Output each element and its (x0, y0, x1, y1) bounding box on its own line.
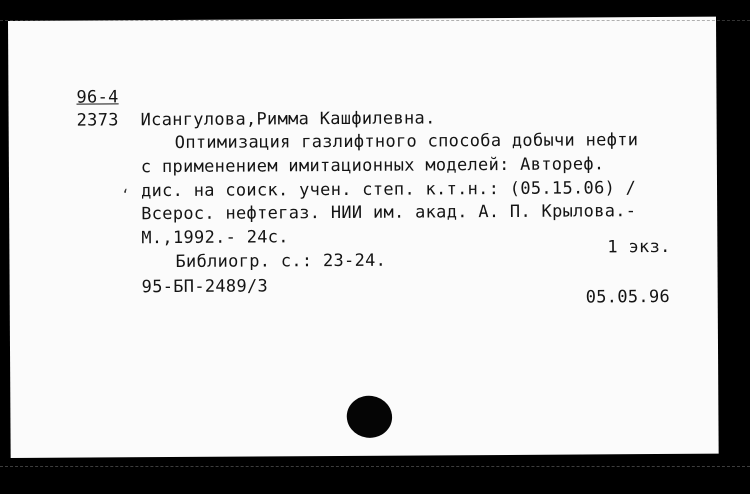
author-heading: Исангулова,Римма Кашфилевна. (140, 108, 436, 131)
inventory-number: 95-БП-2489/3 (141, 276, 269, 298)
call-number-bottom: 2373 (76, 110, 119, 131)
title-line-5: М.,1992.- 24с. (141, 227, 289, 249)
punch-hole (344, 393, 395, 441)
title-line-3: дис. на соиск. учен. степ. к.т.н.: (05.15.06) / (140, 178, 637, 202)
scan-edge-bottom (0, 466, 750, 468)
catalog-card (8, 17, 719, 458)
call-number-top: 96-4 (76, 87, 119, 108)
title-line-1: Оптимизация газлифтного способа добычи нефти (174, 130, 639, 153)
title-line-4: Всерос. нефтегаз. НИИ им. акад. А. П. Крылова.- (141, 201, 637, 225)
margin-mark: ʻ (121, 187, 130, 204)
copies-count: 1 экз. (607, 236, 671, 258)
title-line-2: с применением имитационных моделей: Автореф. (140, 154, 605, 178)
card-date: 05.05.96 (585, 286, 671, 308)
scan-edge-top (0, 20, 750, 22)
bibliography-note: Библиогр. с.: 23-24. (175, 250, 387, 272)
